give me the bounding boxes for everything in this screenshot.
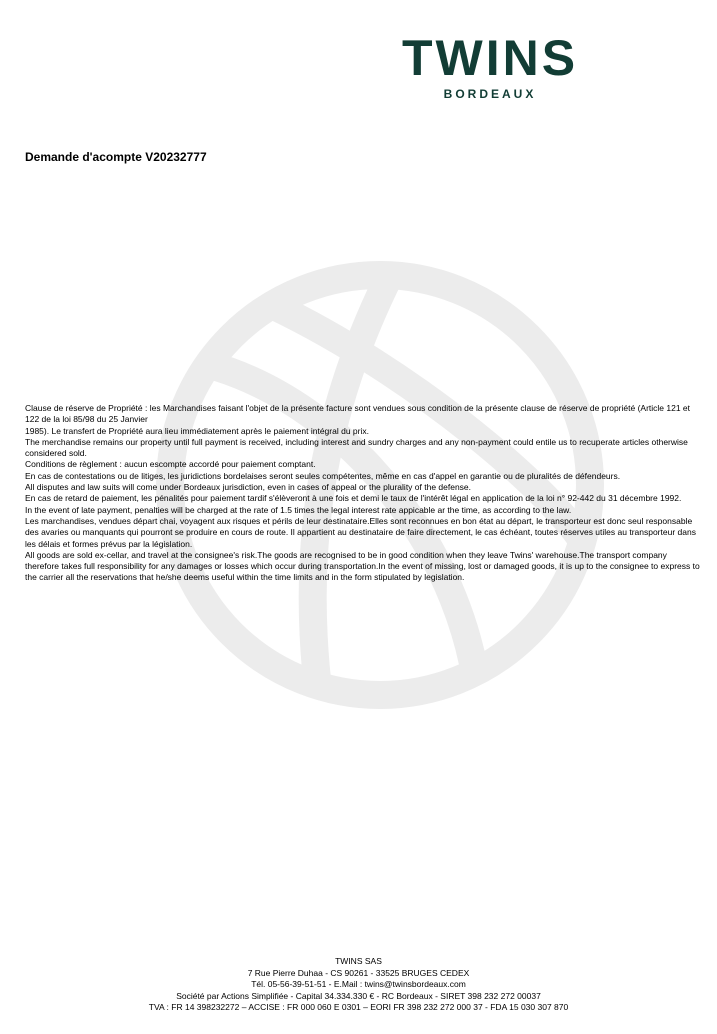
terms-paragraph: In the event of late payment, penalties will be charged at the rate of 1.5 times the legal interest rate appicable ar the time, as according to the law. <box>25 504 572 515</box>
footer-address: 7 Rue Pierre Duhaa - CS 90261 - 33525 BRUGES CEDEX <box>247 967 470 978</box>
document-title: Demande d'acompte V20232777 <box>25 150 207 164</box>
terms-paragraph: 1985). Le transfert de Propriété aura lieu immédiatement après le paiement intégral du prix. <box>25 425 369 436</box>
logo-subtitle: BORDEAUX <box>443 87 537 101</box>
terms-paragraph: All disputes and law suits will come under Bordeaux jurisdiction, even in cases of appeal or the plurality of the defense. <box>25 482 472 493</box>
terms-and-conditions <box>25 403 703 584</box>
footer-tax: TVA : FR 14 398232272 – ACCISE : FR 000 060 E 0301 – EORI FR 398 232 272 000 37 - FDA 15 030 307 870 <box>148 1002 569 1012</box>
footer-legal: Société par Actions Simplifiée - Capital 34.334.330 € - RC Bordeaux - SIRET 398 232 272 00037 <box>176 990 541 1001</box>
terms-paragraph: Conditions de règlement : aucun escompte accordé pour paiement comptant. <box>25 459 316 470</box>
terms-paragraph: All goods are sold ex-cellar, and travel at the consignee's risk.The goods are recognised to be in good condition when they leave Twins' warehouse.The transport company therefore takes full responsibility for any damages or losses which occur during transportation.In the event of missing, lost or damaged goods, it is up to the consignee to express to the carrier all the reservations that he/she deems useful within the time limits and in the form stipulated by legislation. <box>25 549 700 583</box>
footer-company: TWINS SAS <box>335 956 382 966</box>
terms-paragraph: En cas de retard de paiement, les pénalités pour paiement tardif s'élèveront à une fois et demi le taux de l'intérêt légal en application de la loi n° 92-442 du 31 décembre 1992. <box>25 493 682 504</box>
logo-name: TWINS <box>401 30 579 86</box>
terms-paragraph: The merchandise remains our property until full payment is received, including interest and sundry charges and any non-payment could entile us to recuperate articles otherwise considered sold. <box>25 436 688 459</box>
company-logo <box>370 32 610 112</box>
terms-paragraph: Clause de réserve de Propriété : les Marchandises faisant l'objet de la présente facture sont vendues sous condition de la présente clause de réserve de propriété (Article 121 et 122 de la loi 85/98 du 25 Janvier <box>25 403 691 425</box>
company-footer <box>0 956 717 1014</box>
footer-contact: Tél. 05-56-39-51-51 - E.Mail : twins@twinsbordeaux.com <box>251 979 466 989</box>
terms-paragraph: En cas de contestations ou de litiges, les juridictions bordelaises seront seules compétentes, même en cas d'appel en garantie ou de pluralités de défendeurs. <box>25 470 621 481</box>
terms-paragraph: Les marchandises, vendues départ chai, voyagent aux risques et périls de leur destinataire.Elles sont reconnues en bon état au départ, le transporteur est donc seul responsable des avaries ou manquants qui pourront se produire en cours de route. Il appartient au destinataire de faire directement, le cas échéant, toutes réserves utiles au transporteur dans les délais et formes prévus par la législation. <box>25 515 696 549</box>
